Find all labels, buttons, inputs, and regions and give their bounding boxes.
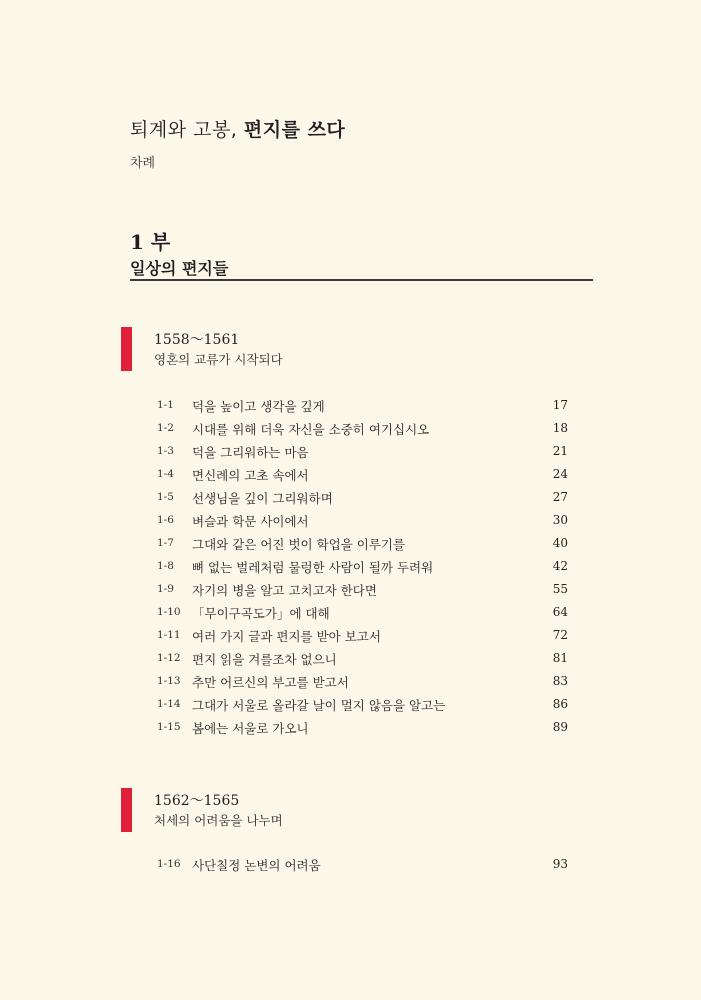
toc-entry[interactable] <box>0 466 701 488</box>
entry-title: 봄에는 서울로 가오니 <box>192 721 309 736</box>
entry-title: 뼈 없는 벌레처럼 물렁한 사람이 될까 두려워 <box>192 560 434 575</box>
entry-page: 18 <box>552 421 568 435</box>
section-marker <box>121 788 132 832</box>
section-subtitle: 영혼의 교류가 시작되다 <box>154 352 283 367</box>
toc-entry[interactable] <box>0 581 701 603</box>
entry-number: 1-4 <box>157 468 174 480</box>
toc-entry[interactable] <box>0 489 701 511</box>
entry-page: 93 <box>552 857 568 871</box>
book-title <box>130 115 345 142</box>
entry-page: 24 <box>552 467 568 481</box>
entry-page: 81 <box>552 651 568 665</box>
entry-number: 1-6 <box>157 514 174 526</box>
entry-page: 89 <box>552 720 568 734</box>
part-title: 일상의 편지들 <box>130 259 229 278</box>
entry-number: 1-10 <box>157 606 181 618</box>
entry-title: 사단칠정 논변의 어려움 <box>192 858 321 873</box>
entry-number: 1-8 <box>157 560 174 572</box>
entry-title: 편지 읽을 겨를조차 없으니 <box>192 652 337 667</box>
section-header <box>121 327 421 371</box>
entry-number: 1-3 <box>157 445 174 457</box>
entry-page: 27 <box>552 490 568 504</box>
toc-entry[interactable] <box>0 604 701 626</box>
entry-number: 1-16 <box>157 858 181 870</box>
entry-page: 83 <box>552 674 568 688</box>
toc-entry[interactable] <box>0 397 701 419</box>
entry-title: 그대가 서울로 올라갈 날이 멀지 않음을 알고는 <box>192 698 446 713</box>
entry-number: 1-7 <box>157 537 174 549</box>
entry-title: 면신례의 고초 속에서 <box>192 468 309 483</box>
entry-number: 1-12 <box>157 652 181 664</box>
entry-page: 30 <box>552 513 568 527</box>
entry-page: 40 <box>552 536 568 550</box>
toc-entry[interactable] <box>0 673 701 695</box>
toc-entry[interactable] <box>0 856 701 878</box>
part-number: 1 부 <box>130 230 171 254</box>
section-years: 1562～1565 <box>154 793 240 809</box>
toc-entry[interactable] <box>0 535 701 557</box>
entry-title: 벼슬과 학문 사이에서 <box>192 514 309 529</box>
book-title-part1: 퇴계와 고봉, <box>130 119 238 141</box>
toc-entry[interactable] <box>0 558 701 580</box>
entry-number: 1-1 <box>157 399 174 411</box>
entry-number: 1-15 <box>157 721 181 733</box>
entry-page: 55 <box>552 582 568 596</box>
entry-number: 1-9 <box>157 583 174 595</box>
entry-number: 1-13 <box>157 675 181 687</box>
section-subtitle: 처세의 어려움을 나누며 <box>154 813 283 828</box>
section-years: 1558～1561 <box>154 332 240 348</box>
entry-title: 여러 가지 글과 편지를 받아 보고서 <box>192 629 381 644</box>
toc-entry[interactable] <box>0 443 701 465</box>
entry-number: 1-14 <box>157 698 181 710</box>
entry-title: 덕을 높이고 생각을 깊게 <box>192 399 325 414</box>
entry-title: 「무이구곡도가」에 대해 <box>192 606 330 621</box>
entry-page: 21 <box>552 444 568 458</box>
section-marker <box>121 327 132 371</box>
entry-title: 시대를 위해 더욱 자신을 소중히 여기십시오 <box>192 422 430 437</box>
toc-entry[interactable] <box>0 420 701 442</box>
entry-title: 자기의 병을 알고 고치고자 한다면 <box>192 583 377 598</box>
entry-page: 17 <box>552 398 568 412</box>
toc-label: 차례 <box>130 156 156 171</box>
entry-number: 1-2 <box>157 422 174 434</box>
entry-page: 64 <box>552 605 568 619</box>
entry-title: 선생님을 깊이 그리워하며 <box>192 491 333 506</box>
part-divider <box>130 279 593 281</box>
entry-page: 86 <box>552 697 568 711</box>
toc-entry[interactable] <box>0 696 701 718</box>
entry-page: 42 <box>552 559 568 573</box>
entry-title: 추만 어르신의 부고를 받고서 <box>192 675 349 690</box>
book-title-part2: 편지를 쓰다 <box>243 119 346 141</box>
toc-entry[interactable] <box>0 719 701 741</box>
toc-entry[interactable] <box>0 650 701 672</box>
entry-number: 1-5 <box>157 491 174 503</box>
entry-number: 1-11 <box>157 629 181 641</box>
entry-title: 덕을 그리워하는 마음 <box>192 445 309 460</box>
toc-entry[interactable] <box>0 627 701 649</box>
toc-entry[interactable] <box>0 512 701 534</box>
section-header <box>121 788 421 832</box>
entry-page: 72 <box>552 628 568 642</box>
entry-title: 그대와 같은 어진 벗이 학업을 이루기를 <box>192 537 406 552</box>
